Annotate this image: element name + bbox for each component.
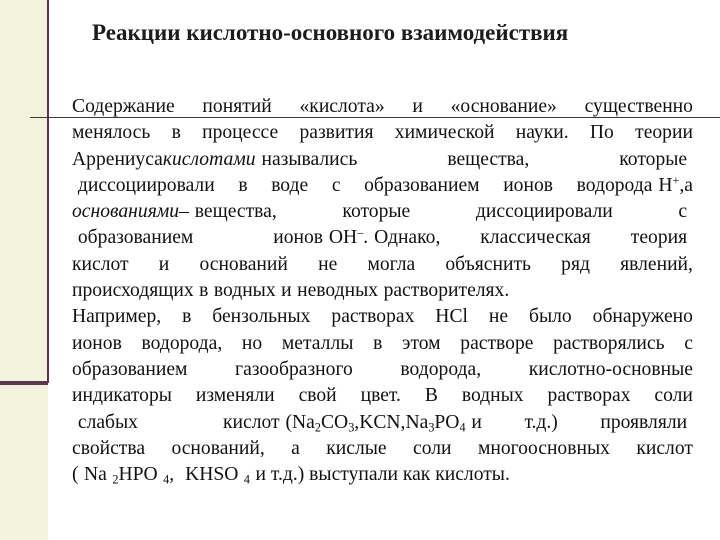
- word: но: [241, 332, 263, 354]
- word: понятий: [202, 96, 272, 117]
- body-line: образованием ионов OH–. Однако, классическая теория: [72, 225, 693, 251]
- body-line: [72, 94, 693, 120]
- term-acids: кислотами: [162, 148, 256, 170]
- word: вещества,: [447, 148, 530, 170]
- word: слабых: [77, 411, 138, 433]
- word: кислот: [72, 253, 129, 275]
- word: «кислота»: [299, 96, 385, 117]
- word: обнаружено: [592, 306, 693, 328]
- word: не: [488, 306, 509, 328]
- term-bases: основаниями: [72, 201, 180, 223]
- formula-na2hpo4: ( Na $_2$HPO $_4$,: [72, 464, 175, 487]
- word: кислот: [636, 437, 693, 459]
- slide-title: Реакции кислотно-основного взаимодействия: [92, 20, 569, 45]
- word: было: [529, 306, 572, 328]
- left-accent-line: [47, 0, 49, 383]
- word: металлы: [281, 332, 354, 354]
- word: т.д.): [524, 411, 558, 433]
- word: теория: [630, 227, 688, 249]
- word: и: [158, 253, 170, 275]
- word: назывались: [261, 148, 358, 170]
- word: растворах: [547, 385, 631, 407]
- word: растворе: [460, 332, 534, 354]
- word: водных: [461, 385, 524, 407]
- word: водорода: [576, 174, 653, 196]
- word: явлений,: [620, 253, 693, 275]
- word: не: [318, 253, 338, 275]
- word: кислот: [223, 411, 280, 433]
- word: образованием: [77, 227, 194, 249]
- word: диссоциировали: [475, 201, 613, 223]
- word: образованием: [72, 358, 188, 380]
- body-line: [72, 252, 693, 278]
- word: водных: [213, 280, 276, 302]
- word: ряд: [561, 253, 590, 275]
- body-line: [72, 278, 693, 304]
- word: классическая: [480, 227, 591, 249]
- formula-na2co3: ($Na_2CO_3$,: [285, 411, 360, 435]
- body-line: Аррениуса кислотами назывались вещества, которые: [72, 147, 693, 173]
- body-line: [72, 410, 693, 436]
- word: с: [678, 201, 688, 223]
- word: растворах: [331, 306, 415, 328]
- word: Содержание: [72, 96, 175, 117]
- word: оснований: [199, 253, 288, 275]
- word: которые: [342, 201, 411, 223]
- word: В: [424, 385, 438, 407]
- word: с: [331, 174, 341, 196]
- body-line: [72, 357, 693, 383]
- word: и: [471, 411, 482, 433]
- word: с: [684, 332, 693, 354]
- word: ионов: [72, 332, 122, 354]
- word: в: [238, 174, 248, 196]
- word: науки.: [515, 122, 569, 144]
- word: проявляли: [600, 411, 688, 433]
- word: По: [589, 122, 614, 144]
- word: происходящих: [72, 280, 194, 302]
- word: Однако,: [374, 227, 441, 249]
- word: и: [412, 96, 423, 117]
- word: а: [291, 437, 300, 459]
- word: ионов: [503, 174, 554, 196]
- word: свойства: [72, 437, 146, 459]
- formula-khso4: KHSO $_4$: [185, 464, 250, 487]
- formula-kcn: KCN,: [359, 411, 406, 433]
- word: неводных: [297, 280, 379, 302]
- formula-na3po4: $Na_3PO_4$: [405, 411, 466, 435]
- body-line: [72, 383, 693, 409]
- word: растворителях.: [383, 280, 510, 302]
- word: газообразного: [235, 358, 353, 380]
- word: могла: [367, 253, 416, 275]
- word: которые: [619, 148, 688, 170]
- word: процессе: [202, 122, 279, 144]
- word: в: [182, 306, 192, 328]
- word: кислые: [326, 437, 387, 459]
- body-line: [72, 331, 693, 357]
- word: соли: [413, 437, 452, 459]
- word: водорода,: [400, 358, 482, 380]
- body-line: диссоциировали в воде с образованием ионов водорода H+, а: [72, 173, 693, 199]
- word: образованием: [364, 174, 480, 196]
- body-line: [72, 304, 693, 330]
- word: вещества,: [194, 201, 277, 223]
- word: бензольных: [212, 306, 311, 328]
- slide-body: [72, 94, 693, 488]
- word: «основание»: [450, 96, 557, 117]
- word: в: [199, 280, 209, 302]
- word: существенно: [584, 96, 693, 117]
- word: оснований,: [171, 437, 265, 459]
- word: ионов: [273, 227, 324, 249]
- word: изменяли: [195, 385, 275, 407]
- word: объяснить: [445, 253, 531, 275]
- word: соли: [654, 385, 693, 407]
- word: HCl: [435, 306, 468, 328]
- word: кислотно-основные: [528, 358, 693, 380]
- word: менялось: [72, 122, 151, 144]
- word: водорода,: [141, 332, 223, 354]
- word: свой: [298, 385, 337, 407]
- word: растворялись: [553, 332, 665, 354]
- left-accent-bar: [0, 381, 48, 385]
- word: индикаторы: [72, 385, 172, 407]
- body-line: [72, 436, 693, 462]
- body-line: ( Na $_2$HPO $_4$, KHSO $_4$ и т.д.) выступали как кислоты.: [72, 464, 510, 487]
- word: этом: [402, 332, 441, 354]
- word: теории: [635, 122, 693, 144]
- word: многоосновных: [477, 437, 610, 459]
- word: и: [281, 280, 292, 302]
- word: цвет.: [360, 385, 401, 407]
- body-line: [72, 120, 693, 146]
- word: химической: [394, 122, 495, 144]
- word: воде: [271, 174, 309, 196]
- left-decor-band: [0, 0, 48, 540]
- word: диссоциировали: [77, 174, 215, 196]
- word: в: [171, 122, 181, 144]
- body-line: основаниями– вещества, которые диссоциировали с: [72, 199, 693, 225]
- word: в: [373, 332, 383, 354]
- word: развития: [299, 122, 374, 144]
- word: Например,: [72, 306, 162, 328]
